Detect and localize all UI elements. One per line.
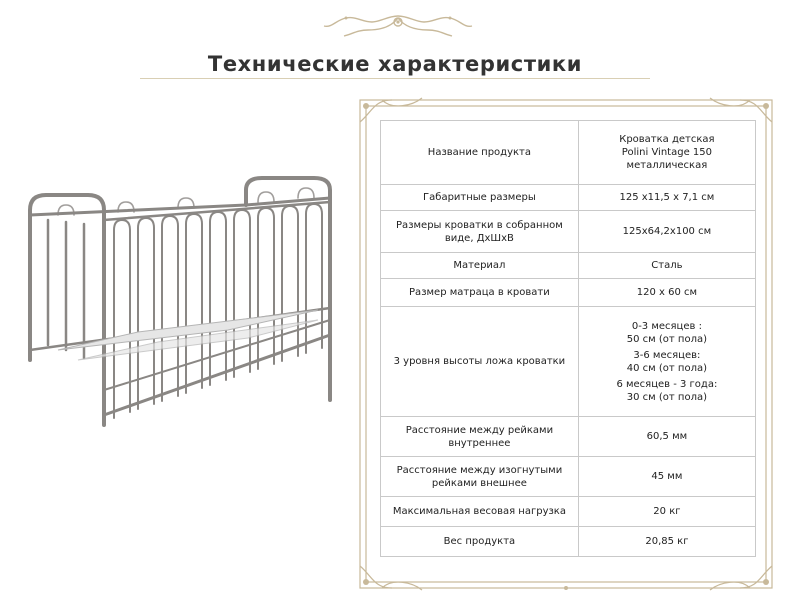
table-row: [381, 253, 756, 279]
spec-value: [578, 307, 755, 417]
crib-image: [18, 160, 348, 445]
stage-height: 40 см (от пола): [626, 362, 708, 374]
table-row: [381, 307, 756, 417]
spec-label: Размер матраца в кровати: [381, 279, 579, 307]
spec-value: 125x64,2x100 см: [578, 211, 755, 253]
table-row: [381, 211, 756, 253]
spec-value: 45 мм: [578, 457, 755, 497]
spec-label: 3 уровня высоты ложа кроватки: [381, 307, 579, 417]
stage-age: 3-6 месяцев:: [633, 349, 701, 361]
specs-table: [380, 120, 756, 557]
stage-age: 6 месяцев - 3 года:: [616, 378, 718, 390]
spec-label: Размеры кроватки в собранном виде, ДхШхВ: [381, 211, 579, 253]
spec-value: 20,85 кг: [578, 527, 755, 557]
spec-value: Сталь: [578, 253, 755, 279]
stage-height: 30 см (от пола): [626, 391, 708, 403]
title-divider: [140, 78, 650, 79]
spec-label: Максимальная весовая нагрузка: [381, 497, 579, 527]
table-row: [381, 457, 756, 497]
value-line: металлическая: [626, 160, 708, 171]
value-line: Кроватка детская: [619, 134, 715, 145]
table-row: [381, 497, 756, 527]
table-row: [381, 279, 756, 307]
table-row: [381, 527, 756, 557]
spec-value: 120 х 60 см: [578, 279, 755, 307]
spec-label: Расстояние между изогнутыми рейками внешнее: [381, 457, 579, 497]
spec-value: 125 x11,5 x 7,1 см: [578, 185, 755, 211]
table-row: [381, 121, 756, 185]
spec-value: 20 кг: [578, 497, 755, 527]
top-ornament-icon: [318, 12, 478, 40]
stage-age: 0-3 месяцев :: [631, 320, 702, 332]
table-row: [381, 185, 756, 211]
spec-label: Название продукта: [381, 121, 579, 185]
spec-label: Материал: [381, 253, 579, 279]
table-row: [381, 417, 756, 457]
stage-height: 50 см (от пола): [626, 333, 708, 345]
spec-label: Вес продукта: [381, 527, 579, 557]
spec-value: [578, 121, 755, 185]
height-stage: [585, 378, 749, 404]
value-line: Polini Vintage 150: [621, 147, 712, 158]
spec-label: Расстояние между рейками внутреннее: [381, 417, 579, 457]
spec-label: Габаритные размеры: [381, 185, 579, 211]
height-stage: [585, 320, 749, 346]
page-title: Технические характеристики: [207, 52, 583, 77]
height-stage: [585, 349, 749, 375]
spec-value: 60,5 мм: [578, 417, 755, 457]
